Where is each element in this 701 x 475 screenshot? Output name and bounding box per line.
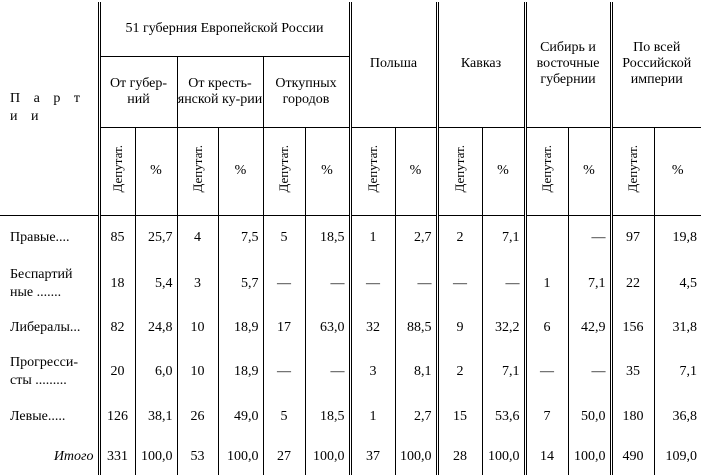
percent-cell: 31,8 xyxy=(654,306,701,349)
deputies-cell: 10 xyxy=(177,349,218,395)
percent-cell: 5,4 xyxy=(135,261,177,306)
deputies-cell: 2 xyxy=(437,349,482,395)
deputies-cell: 5 xyxy=(263,215,305,261)
deputies-cell: 2 xyxy=(437,215,482,261)
deputies-cell: 3 xyxy=(350,349,395,395)
deputies-cell: 53 xyxy=(177,439,218,475)
deputies-cell: 97 xyxy=(611,215,654,261)
percent-cell: 36,8 xyxy=(654,395,701,439)
percent-cell: 50,0 xyxy=(568,395,611,439)
percent-cell: 63,0 xyxy=(305,306,350,349)
deputies-label: Депутат. xyxy=(109,144,125,193)
col-deputies xyxy=(177,127,218,215)
percent-cell: 7,1 xyxy=(482,349,525,395)
percent-cell: 18,5 xyxy=(305,395,350,439)
deputies-cell: 37 xyxy=(350,439,395,475)
duma-parties-table xyxy=(0,2,701,475)
percent-cell: 100,0 xyxy=(482,439,525,475)
percent-cell: 7,1 xyxy=(482,215,525,261)
deputies-cell: — xyxy=(350,261,395,306)
sub-kres-header: От кресть-янской ку-рии xyxy=(177,56,263,127)
deputies-cell: 14 xyxy=(525,439,568,475)
col-deputies xyxy=(99,127,135,215)
percent-cell: 32,2 xyxy=(482,306,525,349)
col-deputies xyxy=(263,127,305,215)
deputies-cell: 28 xyxy=(437,439,482,475)
deputies-cell: 1 xyxy=(350,395,395,439)
percent-cell: 19,8 xyxy=(654,215,701,261)
deputies-cell: 1 xyxy=(525,261,568,306)
percent-cell: 100,0 xyxy=(305,439,350,475)
deputies-cell: 20 xyxy=(99,349,135,395)
deputies-label: Депутат. xyxy=(276,144,291,193)
percent-cell: 8,1 xyxy=(395,349,437,395)
percent-cell: 5,7 xyxy=(218,261,263,306)
deputies-cell: 1 xyxy=(350,215,395,261)
table-row xyxy=(0,306,701,349)
col-percent: % xyxy=(305,127,350,215)
table-row xyxy=(0,395,701,439)
percent-cell: 88,5 xyxy=(395,306,437,349)
deputies-cell: — xyxy=(263,349,305,395)
deputies-cell: 35 xyxy=(611,349,654,395)
col-percent: % xyxy=(482,127,525,215)
percent-cell: — xyxy=(395,261,437,306)
percent-cell: 53,6 xyxy=(482,395,525,439)
deputies-cell: 331 xyxy=(99,439,135,475)
percent-cell: 18,9 xyxy=(218,306,263,349)
deputies-cell: 27 xyxy=(263,439,305,475)
percent-cell: 7,1 xyxy=(654,349,701,395)
percent-cell: 100,0 xyxy=(135,439,177,475)
col-deputies xyxy=(437,127,482,215)
percent-cell: — xyxy=(305,261,350,306)
deputies-cell: 82 xyxy=(99,306,135,349)
deputies-label: Депутат. xyxy=(189,144,205,193)
col-percent: % xyxy=(395,127,437,215)
percent-cell: — xyxy=(568,349,611,395)
col-percent: % xyxy=(218,127,263,215)
sub-gub-header: От губер-ний xyxy=(99,56,177,127)
deputies-cell: 490 xyxy=(611,439,654,475)
party-name: Прогресси-сты ......... xyxy=(10,355,78,388)
table-row xyxy=(0,349,701,395)
percent-cell: 18,9 xyxy=(218,349,263,395)
deputies-cell: 7 xyxy=(525,395,568,439)
deputies-cell: 9 xyxy=(437,306,482,349)
party-name: Правые.... xyxy=(10,230,70,246)
deputies-cell: 26 xyxy=(177,395,218,439)
deputies-cell: 85 xyxy=(99,215,135,261)
percent-cell: 24,8 xyxy=(135,306,177,349)
col-deputies xyxy=(525,127,568,215)
deputies-cell: 22 xyxy=(611,261,654,306)
col-deputies xyxy=(350,127,395,215)
party-name: Левые..... xyxy=(10,409,66,424)
deputies-cell: 32 xyxy=(350,306,395,349)
percent-cell: 38,1 xyxy=(135,395,177,439)
deputies-cell: 4 xyxy=(177,215,218,261)
percent-cell: — xyxy=(568,215,611,261)
percent-cell: 18,5 xyxy=(305,215,350,261)
percent-cell: 109,0 xyxy=(654,439,701,475)
percent-cell: 4,5 xyxy=(654,261,701,306)
deputies-cell: 5 xyxy=(263,395,305,439)
percent-cell: 25,7 xyxy=(135,215,177,261)
poland-header: Польша xyxy=(350,2,437,127)
percent-cell: 7,1 xyxy=(568,261,611,306)
percent-cell: 42,9 xyxy=(568,306,611,349)
deputies-cell: 17 xyxy=(263,306,305,349)
deputies-cell: 180 xyxy=(611,395,654,439)
euro-russia-header: 51 губерния Европейской России xyxy=(99,2,350,56)
deputies-cell: 126 xyxy=(99,395,135,439)
table-row xyxy=(0,215,701,261)
col-percent: % xyxy=(135,127,177,215)
deputies-cell: 156 xyxy=(611,306,654,349)
percent-cell: 2,7 xyxy=(395,215,437,261)
deputies-cell: 3 xyxy=(177,261,218,306)
sub-otkup-header: Откупных городов xyxy=(263,56,350,127)
empire-header: По всей Российской империи xyxy=(611,2,701,127)
total-row xyxy=(0,439,701,475)
deputies-label: Депутат. xyxy=(625,144,641,193)
deputies-cell: 18 xyxy=(99,261,135,306)
deputies-label: Депутат. xyxy=(539,144,555,193)
percent-cell: 100,0 xyxy=(395,439,437,475)
party-header xyxy=(0,2,99,215)
percent-cell: — xyxy=(482,261,525,306)
col-percent: % xyxy=(654,127,701,215)
deputies-cell xyxy=(525,215,568,261)
party-name: Итого xyxy=(53,449,94,464)
percent-cell: 6,0 xyxy=(135,349,177,395)
percent-cell: — xyxy=(305,349,350,395)
caucasus-header: Кавказ xyxy=(437,2,525,127)
table-row xyxy=(0,261,701,306)
deputies-label: Депутат. xyxy=(365,144,380,193)
percent-cell: 7,5 xyxy=(218,215,263,261)
party-name: Либералы... xyxy=(10,319,81,335)
percent-cell: 49,0 xyxy=(218,395,263,439)
col-percent: % xyxy=(568,127,611,215)
percent-cell: 2,7 xyxy=(395,395,437,439)
deputies-cell: — xyxy=(437,261,482,306)
party-name: Беспартий ные ....... xyxy=(10,266,73,300)
deputies-cell: — xyxy=(525,349,568,395)
deputies-cell: 10 xyxy=(177,306,218,349)
col-deputies xyxy=(611,127,654,215)
siberia-header: Сибирь и восточные губернии xyxy=(525,2,611,127)
percent-cell: 100,0 xyxy=(218,439,263,475)
party-header-label: П а р т и и xyxy=(10,91,85,125)
deputies-cell: 6 xyxy=(525,306,568,349)
deputies-label: Депутат. xyxy=(452,144,468,193)
deputies-cell: 15 xyxy=(437,395,482,439)
percent-cell: 100,0 xyxy=(568,439,611,475)
deputies-cell: — xyxy=(263,261,305,306)
